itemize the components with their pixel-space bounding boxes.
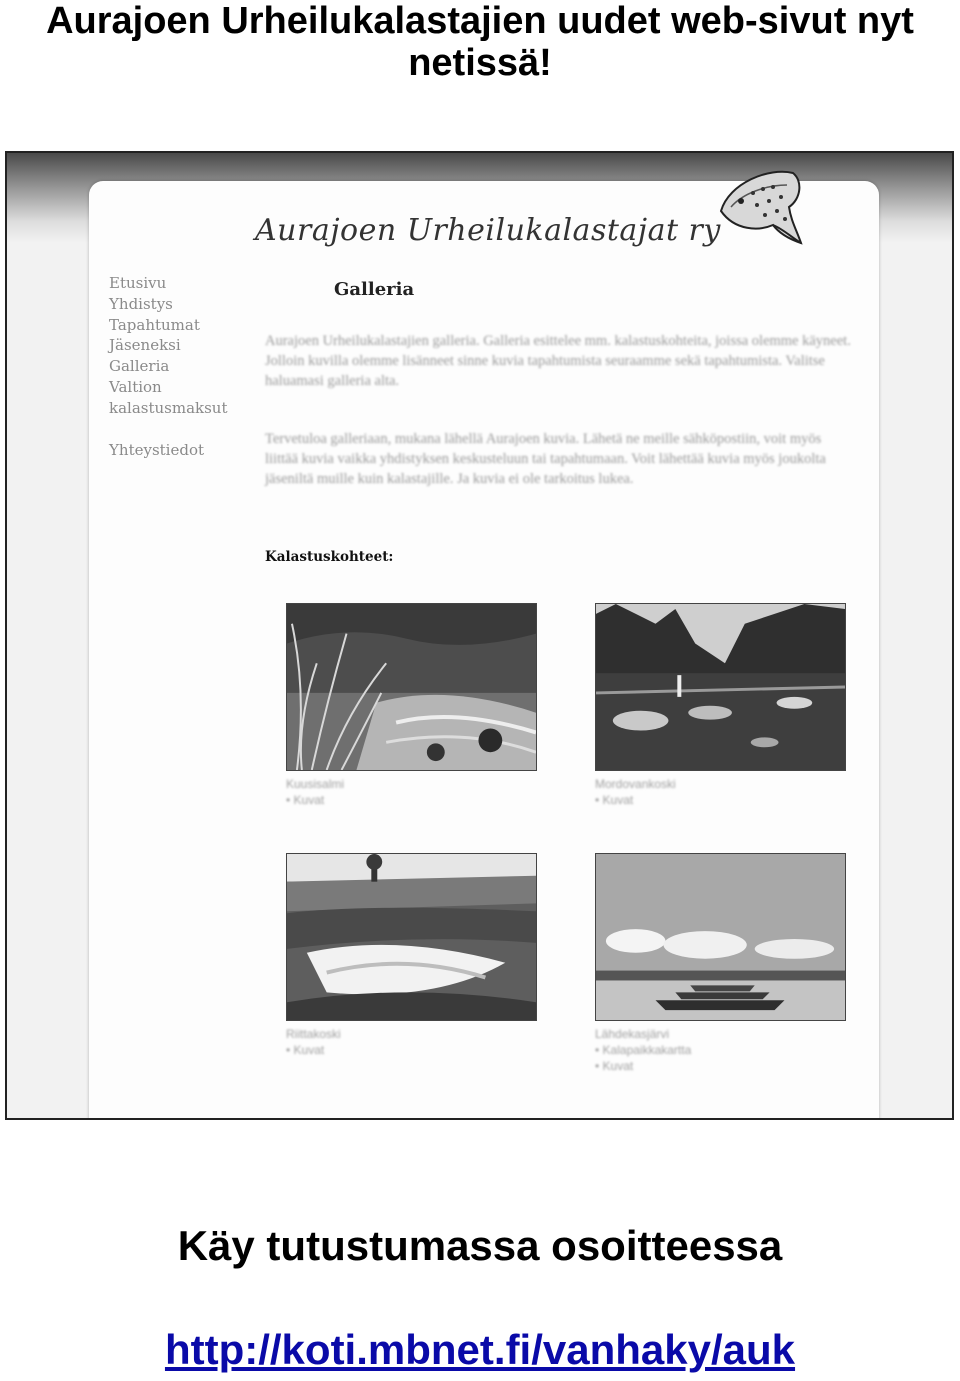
nav-item-etusivu[interactable]: Etusivu — [109, 274, 167, 292]
gallery-link[interactable]: • Kuvat — [595, 1058, 691, 1074]
nav-item-jaseneksi[interactable]: Jäseneksi — [109, 336, 181, 355]
website-screenshot — [5, 151, 954, 1120]
site-page — [89, 181, 879, 1120]
website-url-link[interactable]: http://koti.mbnet.fi/vanhaky/auk — [164, 1326, 796, 1373]
fishing-spots-subheading: Kalastuskohteet: — [265, 549, 394, 565]
gallery-title[interactable]: Riittakoski — [286, 1027, 341, 1041]
intro-paragraph-1: Aurajoen Urheilukalastajien galleria. Galleria esittelee mm. kalastuskohteita, joissa olemme käyneet. Jolloin kuvilla olemme lisänneet sinne kuvia tapahtumista seuraamme sekä tapahtumista. Valitse haluamasi galleria alta. — [265, 333, 851, 389]
site-nav — [109, 273, 249, 460]
gallery-caption-kuusisalmi — [286, 776, 344, 808]
headline — [0, 0, 960, 84]
gallery-title[interactable]: Lähdekasjärvi — [595, 1027, 670, 1041]
nav-item-yhdistys[interactable]: Yhdistys — [109, 294, 173, 313]
gallery-photo-riittakoski[interactable] — [286, 853, 537, 1021]
intro-paragraph-2: Tervetuloa galleriaan, mukana lähellä Aurajoen kuvia. Lähetä ne meille sähköpostiin, voit myös liittää kuvia vaikka yhdistyksen keskusteluun tai tapahtumaan. Voit lähettää kuvia myös joukolta jäseniltä muille kuin kalastajille. Ja kuvia ei ole tarkoitus lukea. — [265, 431, 826, 487]
trout-fish-icon — [711, 159, 807, 247]
gallery-title[interactable]: Mordovankoski — [595, 777, 676, 791]
gallery-photo-mordovankoski[interactable] — [595, 603, 846, 771]
visit-text: Käy tutustumassa osoitteessa — [177, 1222, 783, 1269]
gallery-caption-lahdekasjarvi — [595, 1026, 691, 1074]
gallery-photo-lahdekasjarvi[interactable] — [595, 853, 846, 1021]
nav-item-galleria[interactable]: Galleria — [109, 357, 170, 376]
nav-item-valtion-kalastusmaksut[interactable]: Valtion kalastusmaksut — [109, 377, 228, 417]
gallery-caption-mordovankoski — [595, 776, 676, 808]
nav-item-tapahtumat[interactable]: Tapahtumat — [109, 315, 200, 334]
nav-item-yhteystiedot[interactable]: Yhteystiedot — [109, 440, 205, 459]
headline-line-1: Aurajoen Urheilukalastajien uudet web-sivut nyt — [46, 0, 914, 42]
gallery-title[interactable]: Kuusisalmi — [286, 777, 345, 791]
gallery-link[interactable]: • Kuvat — [595, 792, 676, 808]
headline-line-2: netissä! — [408, 42, 552, 84]
gallery-link[interactable]: • Kuvat — [286, 792, 344, 808]
site-title: Aurajoen Urheilukalastajat ry — [255, 213, 721, 248]
gallery-heading: Galleria — [334, 279, 415, 300]
gallery-photo-kuusisalmi[interactable] — [286, 603, 537, 771]
gallery-caption-riittakoski — [286, 1026, 341, 1058]
gallery-link[interactable]: • Kuvat — [286, 1042, 341, 1058]
gallery-link[interactable]: • Kalapaikkakartta — [595, 1042, 691, 1058]
